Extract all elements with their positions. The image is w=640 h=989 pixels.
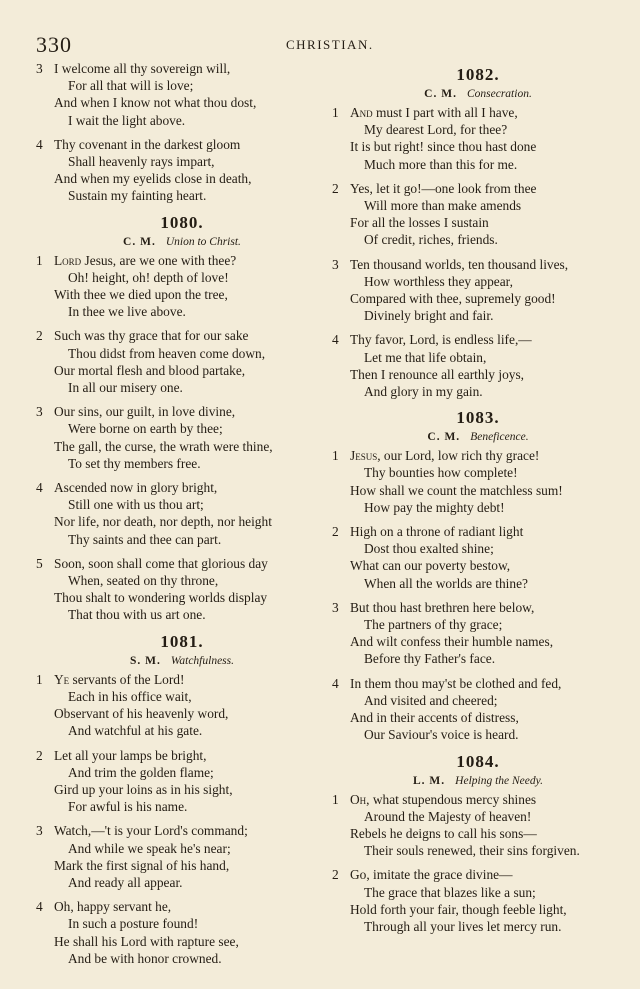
verse-line: Around the Majesty of heaven! (364, 808, 532, 824)
verse-line (54, 671, 328, 688)
verse-line: In them thou may'st be clothed and fed, (350, 675, 562, 691)
verse-line: And in their accents of distress, (350, 710, 519, 726)
stanza (332, 866, 624, 935)
verse-line: Thy covenant in the darkest gloom (54, 136, 241, 152)
verse-line: Thou shalt to wondering worlds display (54, 590, 268, 606)
hymn-meta (36, 234, 328, 250)
verse-line: Watch,—'t is your Lord's command; (54, 823, 248, 839)
verse-line: Let all your lamps be bright, (54, 747, 207, 763)
first-word: Lord (54, 252, 82, 268)
stanza (332, 523, 624, 592)
verse-text: Jesus, are we one with thee? (81, 252, 237, 268)
meter: C. M. (427, 431, 461, 444)
verse-line: In such a posture found! (68, 916, 199, 932)
verse-text: servants of the Lord! (69, 671, 185, 687)
stanza (332, 256, 624, 325)
stanza-number: 2 (36, 747, 43, 763)
stanza-number: 4 (36, 136, 43, 152)
verse-line: Through all your lives let mercy run. (364, 918, 562, 934)
right-column (332, 60, 624, 942)
stanza-number: 1 (332, 448, 339, 464)
hymn (36, 212, 328, 624)
verse-line: Hold forth your fair, though feeble light, (350, 901, 567, 917)
verse-line: For all the losses I sustain (350, 215, 489, 231)
verse-line: And watchful at his gate. (68, 723, 203, 739)
stanza-number: 3 (36, 61, 43, 76)
stanza (332, 675, 624, 744)
verse-text: must I part with all I have, (372, 105, 518, 120)
verse-line: Divinely bright and fair. (364, 308, 494, 324)
verse-line: Much more than this for me. (364, 156, 518, 172)
verse-line: The gall, the curse, the wrath were thine, (54, 438, 273, 454)
verse-line: Dost thou exalted shine; (364, 541, 494, 557)
stanza (36, 555, 328, 624)
hymn-number: 1082. (456, 65, 500, 84)
verse-line: And ready all appear. (68, 874, 183, 890)
verse-line: How worthless they appear, (364, 273, 513, 289)
verse-line: Will more than make amends (364, 198, 522, 214)
verse-line: And visited and cheered; (364, 692, 498, 708)
verse-line (54, 252, 328, 269)
hymn-subject: Helping the Needy. (455, 774, 543, 787)
stanza-number: 1 (332, 105, 339, 120)
verse-line: For awful is his name. (68, 799, 188, 815)
page-number: 330 (36, 32, 72, 57)
stanza-number: 4 (332, 332, 339, 348)
verse-line: Thy favor, Lord, is endless life,— (350, 332, 532, 348)
verse-text: , what stupendous mercy shines (366, 791, 537, 807)
verse-line: How shall we count the matchless sum! (350, 482, 563, 498)
verse-line: The grace that blazes like a sun; (364, 884, 536, 900)
hymn-meta (332, 429, 624, 445)
running-title: CHRISTIAN. (286, 37, 374, 52)
stanza (332, 599, 624, 668)
stanza-number: 3 (36, 404, 43, 420)
verse-line: Mark the first signal of his hand, (54, 857, 230, 873)
first-word: Ye (54, 671, 70, 687)
verse-line: And trim the golden flame; (68, 764, 214, 780)
verse-line: Thy saints and thee can part. (68, 531, 222, 547)
hymn (332, 751, 624, 936)
meter: L. M. (413, 774, 446, 787)
stanza (332, 104, 624, 173)
verse-line: In thee we live above. (68, 304, 186, 320)
verse-line: Ten thousand worlds, ten thousand lives, (350, 256, 569, 272)
verse-line: My dearest Lord, for thee? (364, 122, 508, 138)
hymn-subject: Beneficence. (470, 431, 529, 444)
first-word: And (350, 105, 373, 120)
hymn-number: 1080. (160, 212, 204, 232)
verse-line: Rebels he deigns to call his sons— (350, 825, 537, 841)
verse-line: Soon, soon shall come that glorious day (54, 555, 268, 571)
verse-line: Their souls renewed, their sins forgiven. (364, 843, 580, 859)
first-word: Jesus (350, 448, 378, 464)
stanza-number: 2 (332, 524, 339, 540)
verse-line: Before thy Father's face. (364, 651, 496, 667)
verse-line: He shall his Lord with rapture see, (54, 933, 239, 949)
verse-line: Then I renounce all earthly joys, (350, 366, 525, 382)
verse-line: In all our misery one. (68, 380, 183, 396)
hymn (332, 407, 624, 743)
stanza (36, 252, 328, 321)
verse-line: It is but right! since thou hast done (350, 139, 537, 155)
stanza-number: 1 (36, 671, 43, 687)
verse-line: And be with honor crowned. (68, 950, 222, 966)
verse-line: Oh, happy servant he, (54, 899, 172, 915)
verse-line: And wilt confess their humble names, (350, 634, 554, 650)
verse-line: Were borne on earth by thee; (68, 421, 223, 437)
stanza (36, 60, 328, 129)
verse-line: The partners of thy grace; (364, 617, 503, 633)
verse-line: With thee we died upon the tree, (54, 287, 228, 303)
meter: S. M. (129, 654, 161, 667)
stanza (332, 180, 624, 249)
hymn-subject: Consecration. (466, 88, 532, 100)
verse-line: Let me that life obtain, (364, 349, 487, 365)
verse-line: Our sins, our guilt, in love divine, (54, 404, 236, 420)
verse-line: Still one with us thou art; (68, 497, 204, 513)
verse-line: When, seated on thy throne, (68, 573, 219, 589)
verse-line: And while we speak he's near; (68, 840, 231, 856)
stanza-number: 2 (332, 867, 339, 883)
verse-line: High on a throne of radiant light (350, 524, 524, 540)
verse-line: What can our poverty bestow, (350, 558, 511, 574)
hymn-meta (332, 86, 624, 102)
verse-line: Our Saviour's voice is heard. (364, 727, 519, 743)
verse-line (350, 104, 624, 121)
hymn-meta (36, 653, 328, 669)
verse-text: , our Lord, low rich thy grace! (377, 448, 540, 464)
verse-line: Ascended now in glory bright, (54, 480, 218, 496)
stanza-number: 4 (36, 480, 43, 496)
verse-line: Compared with thee, supremely good! (350, 291, 556, 307)
stanza (36, 822, 328, 891)
stanza-number: 5 (36, 555, 43, 571)
stanza-number: 3 (332, 256, 339, 272)
stanza (36, 898, 328, 967)
stanza (36, 747, 328, 816)
verse-line: That thou with us art one. (68, 607, 206, 623)
meter: C. M. (123, 235, 156, 248)
stanza (36, 479, 328, 548)
verse-line: Our mortal flesh and blood partake, (54, 362, 246, 378)
hymn (332, 64, 624, 400)
meter: C. M. (424, 88, 457, 100)
verse-line: Oh! height, oh! depth of love! (68, 269, 229, 285)
hymn (36, 631, 328, 967)
verse-line: Nor life, nor death, nor depth, nor height (54, 514, 272, 530)
verse-line: Go, imitate the grace divine— (350, 867, 513, 883)
verse-line: For all that will is love; (68, 78, 194, 94)
stanza (332, 791, 624, 860)
stanza-number: 3 (36, 823, 43, 839)
stanza (36, 403, 328, 472)
verse-line: And glory in my gain. (364, 384, 483, 400)
stanza (36, 327, 328, 396)
verse-line: But thou hast brethren here below, (350, 599, 535, 615)
verse-line: Yes, let it go!—one look from thee (350, 180, 537, 196)
verse-line (350, 791, 624, 808)
stanza-number: 1 (36, 252, 43, 268)
hymn-meta (332, 773, 624, 789)
stanza (36, 136, 328, 205)
stanza-number: 1 (332, 791, 339, 807)
stanza-number: 4 (332, 675, 339, 691)
verse-line: And when my eyelids close in death, (54, 171, 252, 187)
hymn-subject: Watchfulness. (170, 654, 235, 667)
verse-line: I wait the light above. (68, 112, 186, 128)
hymn-number: 1084. (456, 751, 500, 771)
page-header (36, 32, 620, 58)
verse-line: Shall heavenly rays impart, (68, 154, 215, 170)
verse-line: Each in his office wait, (68, 688, 192, 704)
verse-line: Observant of his heavenly word, (54, 706, 229, 722)
verse-line: To set thy members free. (68, 455, 201, 471)
stanza (332, 331, 624, 400)
verse-line: Such was thy grace that for our sake (54, 328, 249, 344)
verse-line: Gird up your loins as in his sight, (54, 781, 233, 797)
stanza (36, 671, 328, 740)
stanza-number: 2 (36, 328, 43, 344)
verse-line: Of credit, riches, friends. (364, 232, 498, 248)
verse-line: How pay the mighty debt! (364, 499, 505, 515)
hymn-number: 1083. (456, 408, 500, 428)
stanza-number: 3 (332, 599, 339, 615)
hymn-number: 1081. (160, 631, 204, 651)
stanza-number: 2 (332, 180, 339, 196)
verse-line: And when I know not what thou dost, (54, 95, 257, 111)
verse-line: When all the worlds are thine? (364, 575, 528, 591)
stanza (332, 447, 624, 516)
hymn-subject: Union to Christ. (165, 235, 241, 248)
first-word: Oh (350, 791, 367, 807)
stanza-number: 4 (36, 899, 43, 915)
verse-line (350, 447, 624, 464)
verse-line: Sustain my fainting heart. (68, 188, 207, 204)
verse-line: Thy bounties how complete! (364, 465, 518, 481)
left-column (36, 60, 328, 974)
verse-line: Thou didst from heaven come down, (68, 345, 266, 361)
verse-line: I welcome all thy sovereign will, (54, 61, 231, 76)
